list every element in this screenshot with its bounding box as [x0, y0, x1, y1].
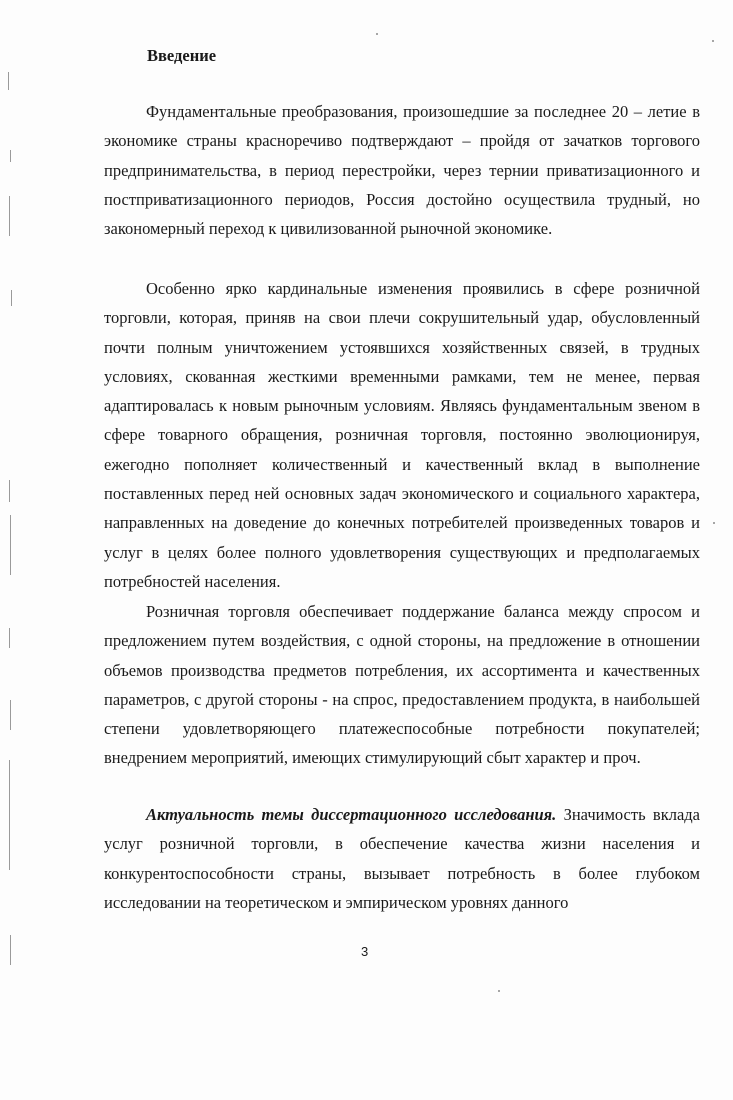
page-number: 3 — [361, 944, 369, 959]
paragraph-2: Особенно ярко кардинальные изменения проявились в сфере розничной торговли, которая, приняв на свои плечи сокрушительный удар, обусловленный почти полным уничтожением устоявшихся хозяйственных связей, в трудных условиях, скованная жесткими временными рамками, тем не менее, первая адаптировалась к новым рыночным условиям. Являясь фундаментальным звеном в сфере товарного обращения, розничная торговля, постоянно эволюционируя, ежегодно пополняет количественный и качественный вклад в выполнение поставленных перед ней основных задач экономического и социального характера, направленных на доведение до конечных потребителей произведенных товаров и услуг в целях более полного удовлетворения существующих и предполагаемых потребностей населения. — [104, 279, 700, 591]
paragraph-1: Фундаментальные преобразования, произошедшие за последнее 20 – летие в экономике страны красноречиво подтверждают – пройдя от зачатков торгового предпринимательства, в период перестройки, через тернии приватизационного и постприватизационного периодов, Россия достойно осуществила трудный, но закономерный переход к цивилизованной рыночной экономике. — [104, 102, 700, 239]
scan-mark — [8, 72, 9, 90]
section-heading: Введение — [147, 46, 217, 65]
scan-mark — [9, 760, 10, 870]
paragraph-3: Розничная торговля обеспечивает поддержание баланса между спросом и предложением путем воздействия, с одной стороны, на предложение в отношении объемов производства предметов потребления, их ассортимента и качественных параметров, с другой стороны - на спрос, предоставлением продукта, в наибольшей степени удовлетворяющего платежеспособные потребности покупателей; внедрением мероприятий, имеющих стимулирующий сбыт характер и проч. — [104, 602, 700, 768]
scan-mark — [9, 480, 10, 502]
paragraph-relevance — [104, 800, 700, 917]
relevance-text: Значимость вклада услуг розничной торговли, в обеспечение качества жизни населения и конкурентоспособности страны, вызывает потребность в более глубоком исследовании на теоретическом и эмпирическом уровнях данного — [104, 805, 700, 912]
scan-mark — [10, 515, 11, 575]
scan-mark — [10, 935, 11, 965]
relevance-lead: Актуальность темы диссертационного исследования. — [146, 805, 557, 824]
scan-dot — [498, 990, 500, 992]
scan-dot — [713, 522, 715, 524]
scan-mark — [9, 628, 10, 648]
scan-dot — [712, 40, 714, 42]
scan-mark — [10, 150, 11, 162]
scan-dot — [376, 33, 378, 35]
scan-mark — [9, 196, 10, 236]
scan-mark — [11, 290, 12, 306]
scan-mark — [10, 700, 11, 730]
